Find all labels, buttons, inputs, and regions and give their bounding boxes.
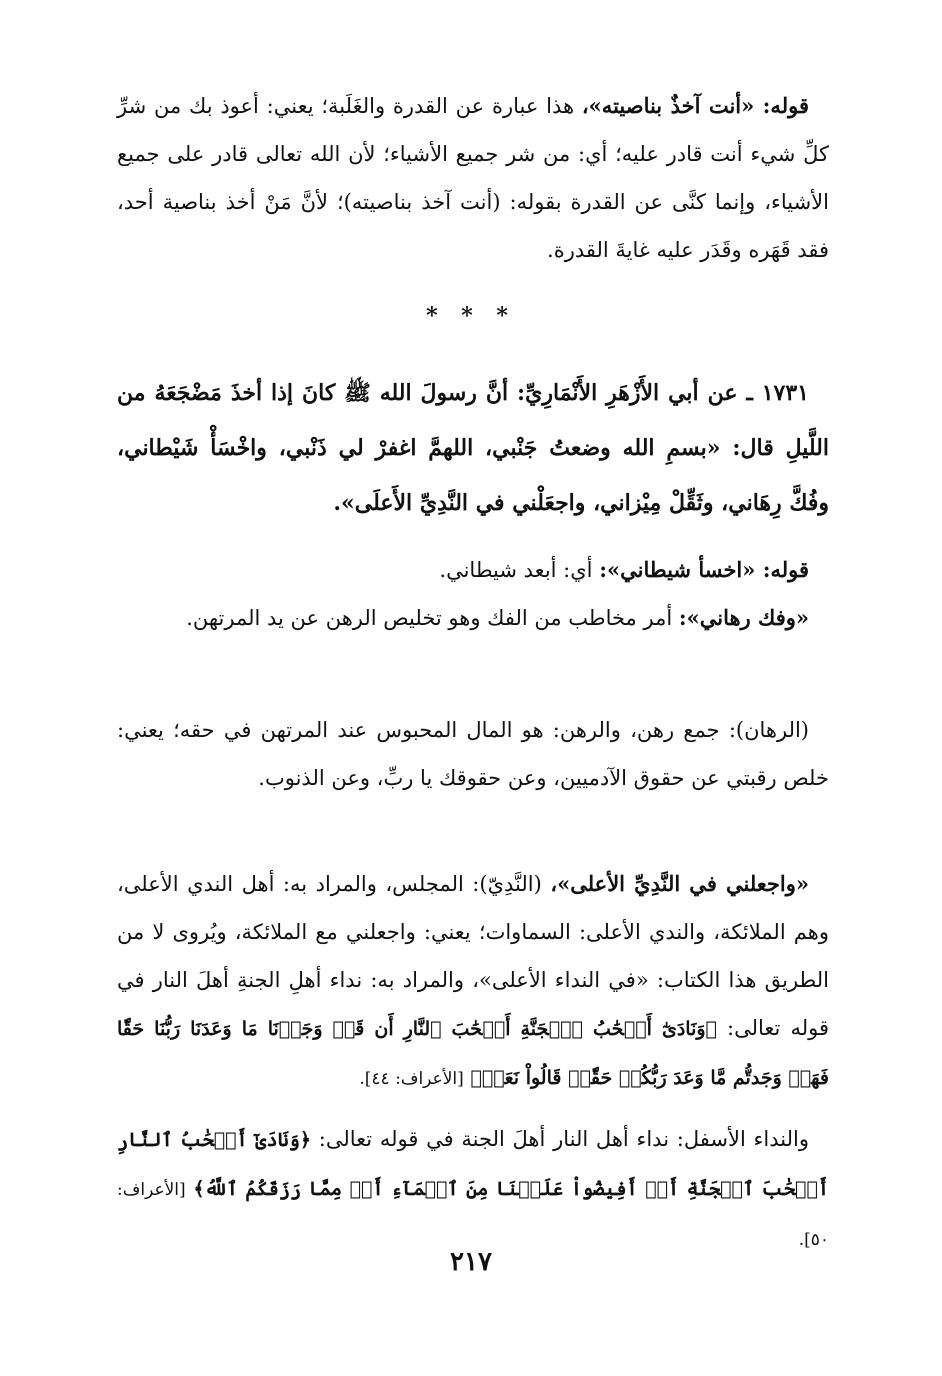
explain-fakk-lead: «وفك رهاني»: (678, 605, 809, 630)
rihan-paragraph (117, 706, 829, 802)
explain-khasa-text: أي: أبعد شيطاني. (439, 558, 593, 582)
page-number: ٢١٧ (450, 1247, 492, 1277)
intro-paragraph (117, 82, 829, 274)
rihan-text: (الرهان): جمع رهن، والرهن: هو المال المحبوس عند المرتهن في حقه؛ يعني: خلص رقبتي عن حقوق الآدميين، وعن حقوقك يا ربِّ، وعن الذنوب. (117, 718, 829, 790)
nadiy-paragraph (117, 860, 829, 1103)
hadith-paragraph (117, 366, 829, 531)
explain-khasa-paragraph (117, 546, 829, 594)
explain-khasa-lead: قوله: «اخسأ شيطاني»: (599, 557, 809, 582)
asfal-text: والنداء الأسفل: نداء أهل النار أهلَ الجنة في قوله تعالى: (318, 1127, 809, 1151)
nadiy-verse-ref: [الأعراف: ٤٤]. (359, 1069, 464, 1089)
nadiy-text: (النَّدِيّ): المجلس، والمراد به: أهل الندي الأعلى، وهم الملائكة، والندي الأعلى: السماوات؛ يعني: واجعلني مع الملائكة، ويُروى لا من الطريق هذا الكتاب: «في النداء الأعلى»، والمراد به: نداء أهلِ الجنةِ أهلَ النار في قوله تعالى: (117, 872, 830, 1040)
explain-fakk-text: أمر مخاطب من الفك وهو تخليص الرهن عن يد المرتهن. (186, 606, 673, 630)
section-separator: * * * (426, 303, 516, 329)
asfal-paragraph (117, 1115, 829, 1264)
hadith-text: ١٧٣١ ـ عن أبي الأَزْهَرِ الأَنْمَارِيِّ: أنَّ رسولَ الله ﷺ كانَ إذا أخذَ مَضْجَعَهُ من اللَّيلِ قال: «بسمِ الله وضعتُ جَنْبي، اللهمَّ اغفرْ لي ذَنْبي، واخْسَأْ شَيْطاني، وفُكَّ رِهَاني، وثَقِّلْ مِيْزاني، واجعَلْني في النَّدِيِّ الأَعلَى». (117, 380, 829, 516)
nadiy-quran-verse: ﴿وَنَادَىٰٓ أَصۡحَٰبُ ٱلۡجَنَّةِ أَصۡحَٰبَ ٱلنَّارِ أَن قَدۡ وَجَدۡنَا مَا وَعَدَنَا رَبُّنَا حَقّٗا فَهَلۡ وَجَدتُّم مَّا وَعَدَ رَبُّكُمۡ حَقّٗاۖ قَالُواْ نَعَمۡ﴾ (117, 1018, 829, 1089)
nadiy-lead: «واجعلني في النَّدِيِّ الأعلى»، (550, 871, 809, 896)
explain-fakk-paragraph (117, 594, 829, 642)
asfal-verse-ref: [الأعراف: ٥٠]. (117, 1180, 829, 1250)
intro-text: هذا عبارة عن القدرة والغَلَبة؛ يعني: أعوذ بك من شرِّ كلِّ شيء أنت قادر عليه؛ أي: من شر جميع الأشياء؛ لأن الله تعالى قادر على جميع الأشياء، وإنما كنَّى عن القدرة بقوله: (أنت آخذ بناصيته)؛ لأنَّ مَنْ أخذ بناصية أحد، فقد قَهَره وقَدَر عليه غايةَ القدرة. (117, 94, 829, 262)
asfal-quran-verse: ﴿وَنَادَىٰٓ أَصۡحَٰبُ ٱلنَّارِ أَصۡحَٰبَ ٱلۡجَنَّةِ أَنۡ أَفِيضُواْ عَلَيۡنَا مِنَ ٱلۡمَآءِ أَوۡ مِمَّا رَزَقَكُمُ ٱللَّهُ﴾ (117, 1129, 829, 1200)
intro-lead: قوله: «أنت آخذٌ بناصيته»، (581, 93, 809, 118)
